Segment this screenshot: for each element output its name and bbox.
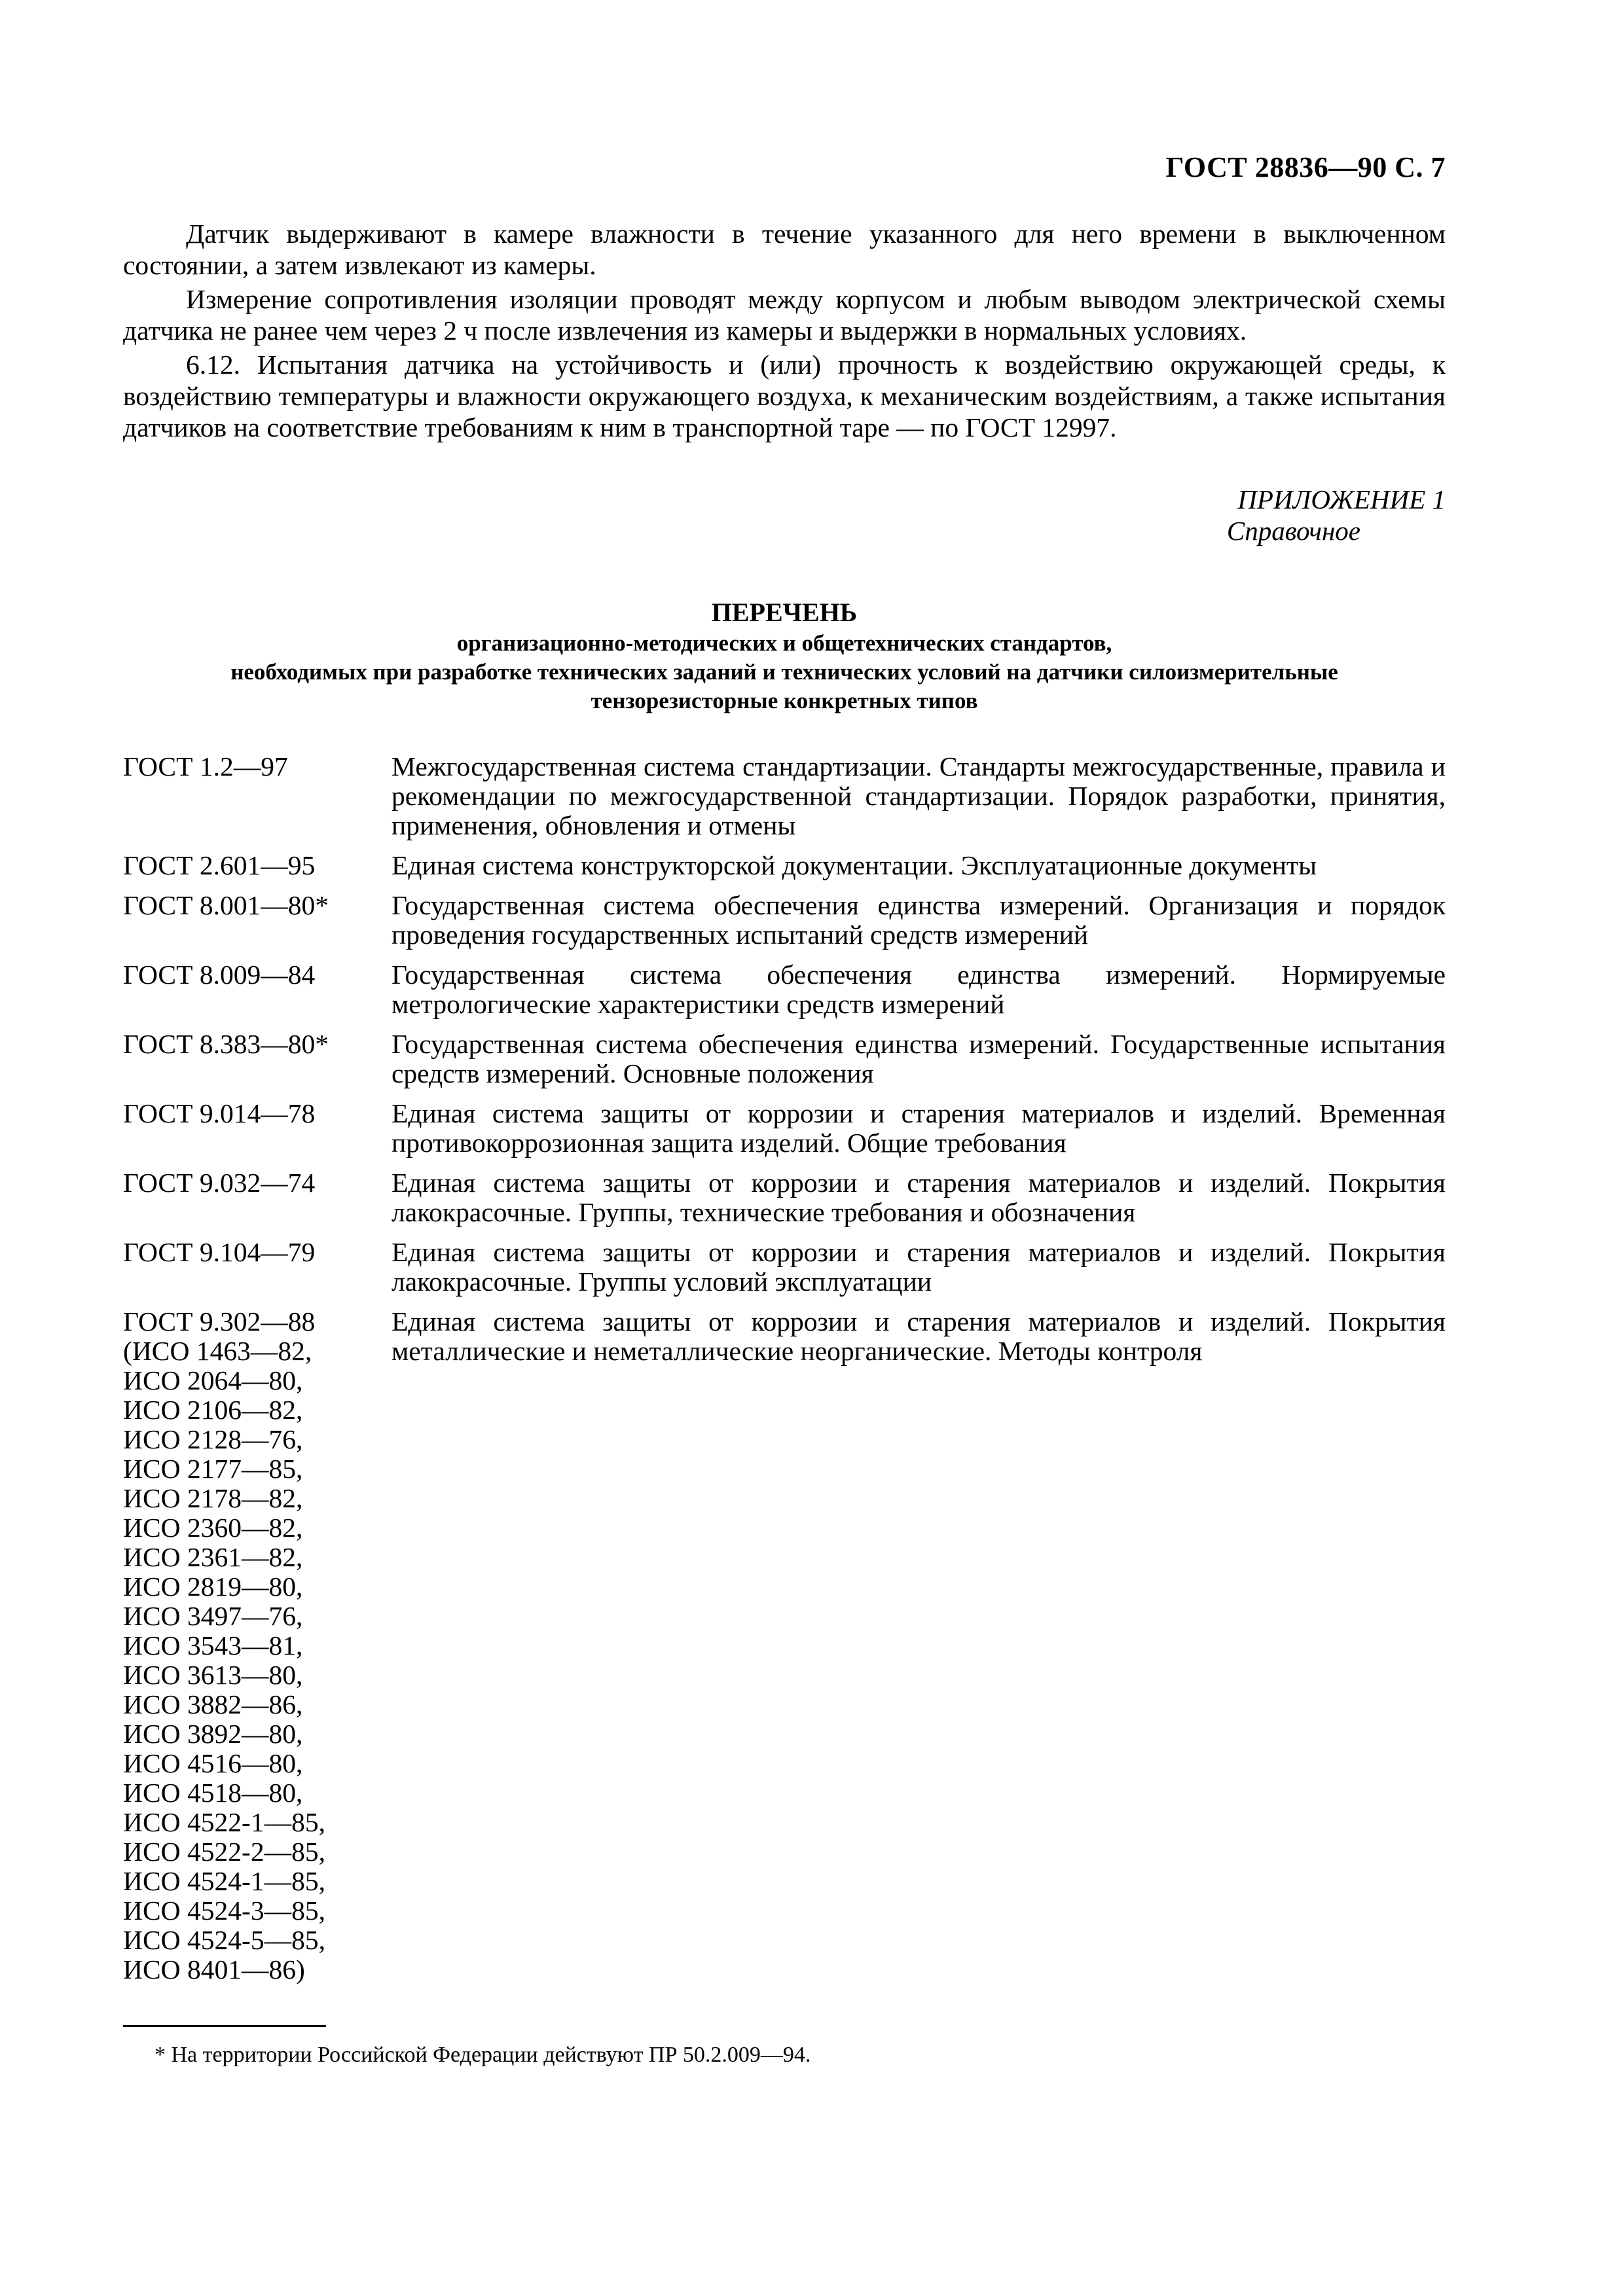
standard-code: ГОСТ 9.014—78 <box>123 1098 316 1128</box>
standard-code: ГОСТ 8.001—80* <box>123 890 329 920</box>
standard-description: Единая система защиты от коррозии и старения материалов и изделий. Покрытия лакокрасочные. Группы условий эксплуатации <box>392 1237 1446 1297</box>
standard-code: ГОСТ 9.104—79 <box>123 1237 316 1267</box>
iso-reference: ИСО 4524-5—85, <box>123 1925 325 1955</box>
standard-row <box>123 1307 1446 1984</box>
iso-reference: ИСО 2177—85, <box>123 1454 303 1484</box>
list-title-line: необходимых при разработке технических заданий и технических условий на датчики силоизмерительные <box>230 659 1338 685</box>
paragraph: Измерение сопротивления изоляции проводят между корпусом и любым выводом электрической схемы датчика не ранее чем через 2 ч после извлечения из камеры и выдержки в нормальных условиях. <box>123 284 1446 346</box>
iso-reference: ИСО 4516—80, <box>123 1748 303 1778</box>
standard-row <box>123 1238 1446 1297</box>
appendix-label-block <box>123 484 1446 547</box>
iso-reference: ИСО 2361—82, <box>123 1542 303 1572</box>
standards-list <box>123 752 1446 1984</box>
standard-row <box>123 752 1446 840</box>
iso-reference: ИСО 3892—80, <box>123 1719 303 1749</box>
standard-code-block <box>123 1307 392 1984</box>
standard-code: ГОСТ 2.601—95 <box>123 850 316 880</box>
footnote: * На территории Российской Федерации действуют ПР 50.2.009—94. <box>155 2043 811 2067</box>
iso-reference: ИСО 4522-2—85, <box>123 1837 325 1867</box>
standard-row <box>123 1168 1446 1227</box>
standard-code: ГОСТ 8.009—84 <box>123 960 316 990</box>
standard-description: Единая система защиты от коррозии и старения материалов и изделий. Покрытия металлические и неметаллические неорганические. Методы контроля <box>392 1306 1446 1366</box>
document-page <box>123 151 1446 2069</box>
iso-reference: (ИСО 1463—82, <box>123 1336 312 1366</box>
iso-reference: ИСО 4522-1—85, <box>123 1807 325 1837</box>
iso-reference: ИСО 3882—86, <box>123 1689 303 1719</box>
iso-reference: ИСО 4518—80, <box>123 1778 303 1808</box>
list-title-main: ПЕРЕЧЕНЬ <box>711 598 858 627</box>
standard-code: ГОСТ 8.383—80* <box>123 1029 329 1059</box>
page-header: ГОСТ 28836—90 С. 7 <box>1165 151 1446 183</box>
iso-reference: ИСО 3497—76, <box>123 1601 303 1631</box>
paragraph: Датчик выдерживают в камере влажности в течение указанного для него времени в выключенном состоянии, а затем извлекают из камеры. <box>123 219 1446 280</box>
appendix-label: ПРИЛОЖЕНИЕ 1 <box>1237 484 1446 514</box>
iso-reference: ИСО 4524-1—85, <box>123 1866 325 1896</box>
iso-reference: ИСО 2360—82, <box>123 1513 303 1543</box>
standard-description: Государственная система обеспечения единства измерений. Организация и порядок проведения государственных испытаний средств измерений <box>392 890 1446 950</box>
iso-reference: ИСО 2819—80, <box>123 1571 303 1602</box>
iso-reference: ИСО 3613—80, <box>123 1660 303 1690</box>
iso-reference: ИСО 2064—80, <box>123 1365 303 1395</box>
standard-row <box>123 1030 1446 1088</box>
standard-description: Единая система защиты от коррозии и старения материалов и изделий. Временная противокоррозионная защита изделий. Общие требования <box>392 1098 1446 1158</box>
standard-description: Единая система защиты от коррозии и старения материалов и изделий. Покрытия лакокрасочные. Группы, технические требования и обозначения <box>392 1168 1446 1227</box>
standard-row <box>123 851 1446 880</box>
standard-description: Межгосударственная система стандартизации. Стандарты межгосударственные, правила и рекомендации по межгосударственной стандартизации. Порядок разработки, принятия, применения, обновления и отмены <box>392 751 1446 840</box>
paragraph: 6.12. Испытания датчика на устойчивость и (или) прочность к воздействию окружающей среды, к воздействию температуры и влажности окружающего воздуха, к механическим воздействиям, а также испытания датчиков на соответствие требованиям к ним в транспортной таре — по ГОСТ 12997. <box>123 350 1446 442</box>
standard-row <box>123 960 1446 1019</box>
standard-description: Государственная система обеспечения единства измерений. Государственные испытания средств измерений. Основные положения <box>392 1029 1446 1088</box>
list-title <box>123 596 1446 715</box>
standard-row <box>123 891 1446 950</box>
list-title-line: тензорезисторные конкретных типов <box>591 688 978 713</box>
iso-reference: ИСО 2106—82, <box>123 1395 303 1425</box>
standard-code: ГОСТ 1.2—97 <box>123 751 288 781</box>
standard-description: Государственная система обеспечения единства измерений. Нормируемые метрологические характеристики средств измерений <box>392 960 1446 1019</box>
footnote-divider <box>123 2025 326 2027</box>
iso-reference: ИСО 3543—81, <box>123 1630 303 1660</box>
iso-reference: ИСО 2178—82, <box>123 1483 303 1513</box>
standard-description: Единая система конструкторской документации. Эксплуатационные документы <box>392 850 1317 880</box>
standard-code: ГОСТ 9.302—88 <box>123 1306 316 1336</box>
iso-reference: ИСО 4524-3—85, <box>123 1895 325 1926</box>
standard-code: ГОСТ 9.032—74 <box>123 1168 316 1198</box>
appendix-kind: Справочное <box>1226 516 1360 546</box>
iso-reference: ИСО 2128—76, <box>123 1424 303 1454</box>
iso-reference: ИСО 8401—86) <box>123 1954 305 1984</box>
standard-row <box>123 1099 1446 1158</box>
list-title-line: организационно-методических и общетехнических стандартов, <box>456 630 1112 656</box>
